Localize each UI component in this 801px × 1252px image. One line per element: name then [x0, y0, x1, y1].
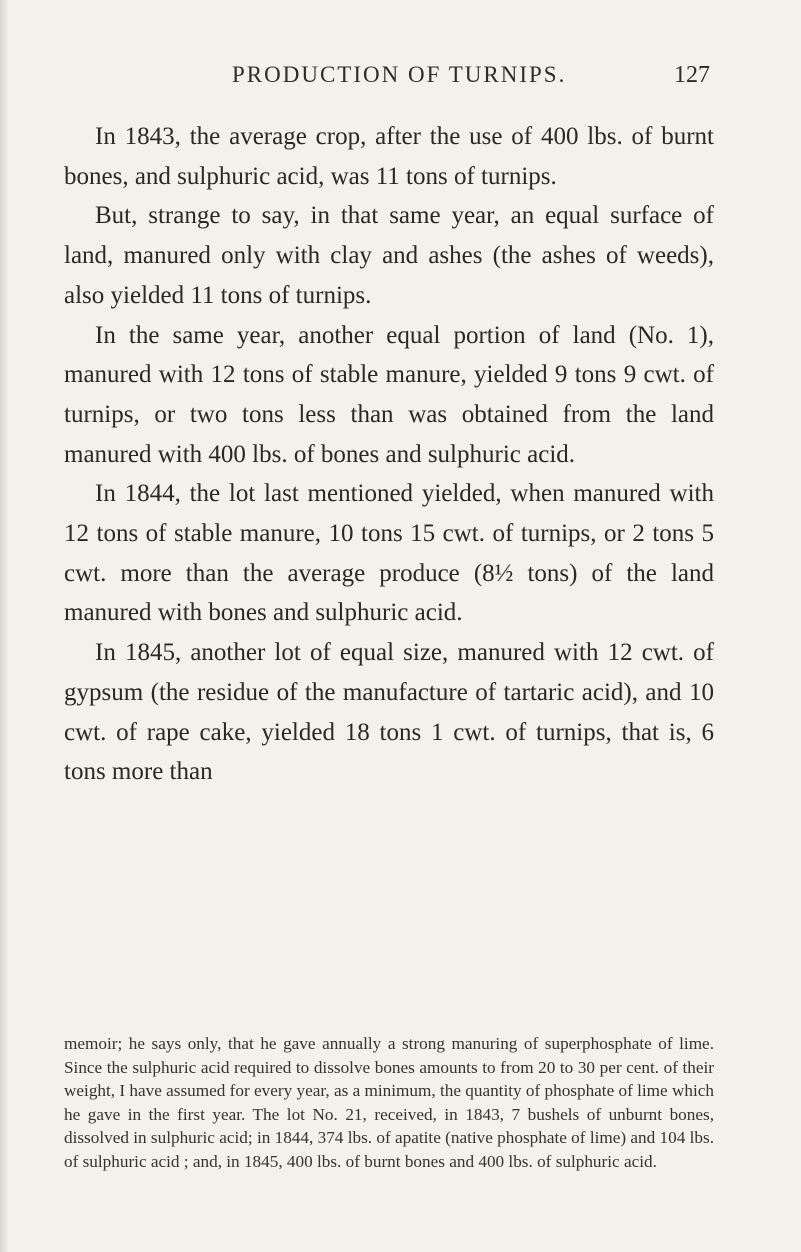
page-number: 127 [674, 62, 710, 88]
running-title: PRODUCTION OF TURNIPS. [232, 62, 567, 87]
footnote [64, 1032, 714, 1174]
paragraph-1845: In 1845, another lot of equal size, manured with 12 cwt. of gypsum (the residue of the manufacture of tartaric acid), and 10 cwt. of rape cake, yielded 18 tons 1 cwt. of turnips, that is, 6 tons more than [64, 639, 714, 786]
running-header [64, 62, 710, 96]
paragraph-1844: In 1844, the lot last mentioned yielded, when manured with 12 tons of stable manure, 10 tons 15 cwt. of turnips, or 2 tons 5 cwt. more than the average produce (8½ tons) of the land manured with bones and sulphuric acid. [64, 480, 714, 627]
paragraph-1843-bones: In 1843, the average crop, after the use of 400 lbs. of burnt bones, and sulphuric acid, was 11 tons of turnips. [64, 123, 714, 190]
paragraph-1843-stable-manure: In the same year, another equal portion of land (No. 1), manured with 12 tons of stable manure, yielded 9 tons 9 cwt. of turnips, or two tons less than was obtained from the land manured with 400 lbs. of bones and sulphuric acid. [64, 321, 714, 468]
body-text [64, 117, 714, 792]
page-binding-edge [0, 0, 8, 1252]
footnote-text: memoir; he says only, that he gave annually a strong manuring of superphosphate of lime. Since the sulphuric acid required to dissolve bones amounts to from 20 to 30 per cent. of their weight, I have assumed for every year, as a minimum, the quantity of phosphate of lime which he gave in the first year. The lot No. 21, received, in 1843, 7 bushels of unburnt bones, dissolved in sulphuric acid; in 1844, 374 lbs. of apatite (native phosphate of lime) and 104 lbs. of sulphuric acid ; and, in 1845, 400 lbs. of burnt bones and 400 lbs. of sulphuric acid. [64, 1034, 714, 1171]
paragraph-1843-clay-ashes: But, strange to say, in that same year, an equal surface of land, manured only with clay and ashes (the ashes of weeds), also yielded 11 tons of turnips. [64, 202, 714, 309]
